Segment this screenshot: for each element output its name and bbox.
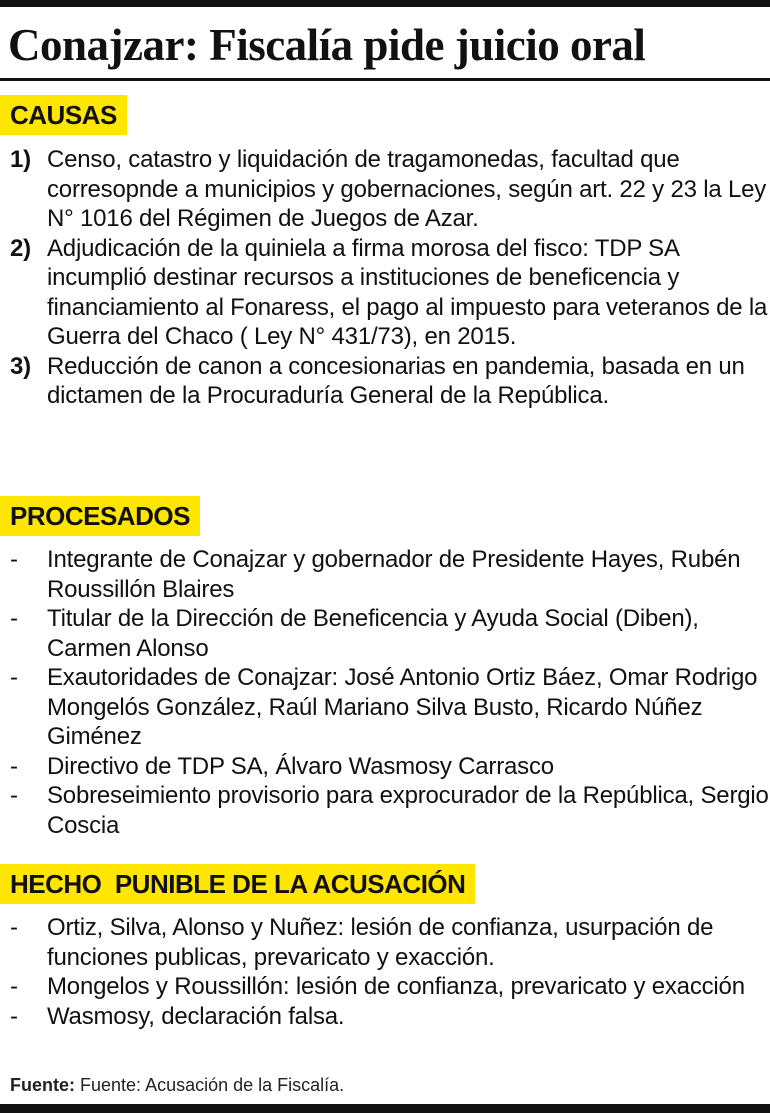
item-marker: - xyxy=(10,914,18,941)
item-marker: - xyxy=(10,605,18,632)
procesado-item xyxy=(0,604,770,663)
item-marker: - xyxy=(10,973,18,1000)
hecho-heading: HECHO PUNIBLE DE LA ACUSACIÓN xyxy=(0,864,475,904)
bottom-rule xyxy=(0,1104,770,1113)
hecho-section xyxy=(0,864,770,1031)
causa-item xyxy=(0,145,770,234)
hecho-item xyxy=(0,972,770,1002)
causas-section xyxy=(0,95,770,411)
item-text: Mongelos y Roussillón: lesión de confianza, prevaricato y exacción xyxy=(47,973,745,1000)
item-marker: - xyxy=(10,1002,18,1030)
source-label: Fuente: xyxy=(10,1075,75,1095)
hecho-item xyxy=(0,1002,770,1032)
item-text: Integrante de Conajzar y gobernador de Presidente Hayes, Rubén Roussillón Blaires xyxy=(47,546,741,603)
top-rule xyxy=(0,0,770,7)
procesados-list xyxy=(0,545,770,840)
procesados-heading: PROCESADOS xyxy=(0,496,200,536)
source-text: Fuente: Acusación de la Fiscalía. xyxy=(80,1075,345,1095)
causas-list xyxy=(0,145,770,411)
title-rule xyxy=(0,78,770,81)
causa-item xyxy=(0,234,770,352)
item-text: Titular de la Dirección de Beneficencia y Ayuda Social (Diben), Carmen Alonso xyxy=(47,605,699,662)
hecho-list xyxy=(0,913,770,1031)
title-bold: Conajzar: xyxy=(8,20,199,70)
causa-item xyxy=(0,352,770,411)
item-marker: - xyxy=(10,546,18,573)
procesados-section xyxy=(0,496,770,840)
procesado-item xyxy=(0,663,770,752)
item-text: Sobreseimiento provisorio para exprocurador de la República, Sergio Coscia xyxy=(47,782,769,839)
item-text: Wasmosy, declaración falsa. xyxy=(47,1002,345,1030)
causas-heading: CAUSAS xyxy=(0,95,127,135)
source-note xyxy=(10,1072,344,1098)
item-marker: - xyxy=(10,782,18,809)
item-marker: 2) xyxy=(10,234,31,262)
item-text: Reducción de canon a concesionarias en pandemia, basada en un dictamen de la Procuraduría General de la República. xyxy=(47,352,745,409)
item-text: Censo, catastro y liquidación de tragamonedas, facultad que corresopnde a municipios y gobernaciones, según art. 22 y 23 la Ley N° 1016 del Régimen de Juegos de Azar. xyxy=(47,146,767,232)
procesado-item xyxy=(0,781,770,840)
hecho-item xyxy=(0,913,770,972)
title-rest: Fiscalía pide juicio oral xyxy=(209,20,646,70)
page-title xyxy=(8,18,645,72)
item-marker: 3) xyxy=(10,352,31,380)
item-marker: - xyxy=(10,664,18,691)
item-marker: 1) xyxy=(10,146,31,173)
item-text: Adjudicación de la quiniela a firma morosa del fisco: TDP SA incumplió destinar recursos a instituciones de beneficencia y financiamiento al Fonaress, el pago al impuesto para veteranos de la Guerra del Chaco ( Ley N° 431/73), en 2015. xyxy=(47,234,768,350)
procesado-item xyxy=(0,545,770,604)
item-marker: - xyxy=(10,752,18,780)
procesado-item xyxy=(0,752,770,782)
item-text: Directivo de TDP SA, Álvaro Wasmosy Carrasco xyxy=(47,752,554,780)
item-text: Exautoridades de Conajzar: José Antonio Ortiz Báez, Omar Rodrigo Mongelós González, Raúl Mariano Silva Busto, Ricardo Núñez Giménez xyxy=(47,664,758,750)
item-text: Ortiz, Silva, Alonso y Nuñez: lesión de confianza, usurpación de funciones publicas, prevaricato y exacción. xyxy=(47,914,714,971)
